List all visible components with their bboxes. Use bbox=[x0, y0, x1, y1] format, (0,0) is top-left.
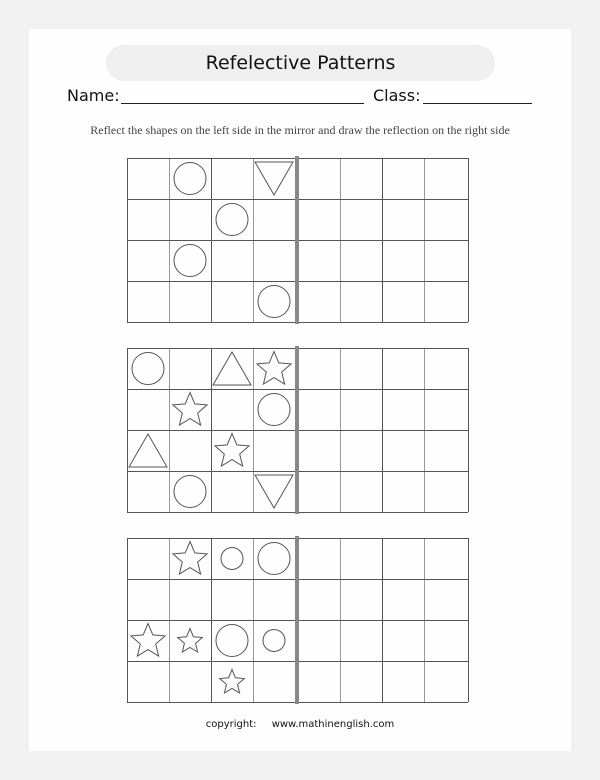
circle-icon bbox=[211, 199, 253, 240]
circle-icon bbox=[127, 348, 169, 389]
reflection-cell[interactable] bbox=[382, 281, 424, 322]
reflection-cell[interactable] bbox=[298, 620, 340, 661]
name-label: Name: bbox=[67, 86, 120, 105]
pattern-cell bbox=[127, 471, 169, 512]
star-icon bbox=[253, 348, 295, 389]
pattern-cell bbox=[127, 579, 169, 620]
star-icon bbox=[211, 430, 253, 471]
triangle-icon bbox=[211, 348, 253, 389]
reflection-cell[interactable] bbox=[424, 199, 468, 240]
reflection-cell[interactable] bbox=[424, 661, 468, 702]
class-label: Class: bbox=[373, 86, 421, 105]
star-icon bbox=[211, 661, 253, 702]
pattern-cell bbox=[253, 579, 298, 620]
mirror-line bbox=[295, 156, 299, 324]
pattern-cell bbox=[253, 199, 298, 240]
reflection-cell[interactable] bbox=[424, 620, 468, 661]
triangle-icon bbox=[253, 471, 295, 512]
circle-icon bbox=[253, 538, 295, 579]
pattern-cell bbox=[169, 348, 211, 389]
reflection-cell[interactable] bbox=[340, 281, 382, 322]
pattern-cell bbox=[211, 240, 253, 281]
reflection-cell[interactable] bbox=[298, 538, 340, 579]
circle-icon bbox=[169, 240, 211, 281]
reflection-cell[interactable] bbox=[340, 471, 382, 512]
pattern-cell bbox=[211, 389, 253, 430]
pattern-cell bbox=[169, 430, 211, 471]
reflection-cell[interactable] bbox=[298, 281, 340, 322]
pattern-cell bbox=[127, 281, 169, 322]
star-icon bbox=[127, 620, 169, 661]
star-icon bbox=[169, 389, 211, 430]
footer bbox=[0, 719, 600, 730]
reflection-cell[interactable] bbox=[424, 158, 468, 199]
pattern-cell bbox=[127, 389, 169, 430]
circle-icon bbox=[169, 158, 211, 199]
circle-icon bbox=[253, 389, 295, 430]
reflection-cell[interactable] bbox=[298, 240, 340, 281]
pattern-cell bbox=[127, 661, 169, 702]
reflection-cell[interactable] bbox=[382, 430, 424, 471]
circle-icon bbox=[253, 281, 295, 322]
reflection-cell[interactable] bbox=[298, 199, 340, 240]
reflection-cell[interactable] bbox=[382, 538, 424, 579]
reflection-cell[interactable] bbox=[298, 579, 340, 620]
reflection-cell[interactable] bbox=[382, 240, 424, 281]
reflection-cell[interactable] bbox=[340, 620, 382, 661]
reflection-cell[interactable] bbox=[424, 348, 468, 389]
mirror-line bbox=[295, 346, 299, 514]
reflection-cell[interactable] bbox=[382, 348, 424, 389]
reflection-cell[interactable] bbox=[340, 661, 382, 702]
reflection-cell[interactable] bbox=[382, 471, 424, 512]
pattern-cell bbox=[253, 240, 298, 281]
triangle-icon bbox=[127, 430, 169, 471]
pattern-cell bbox=[169, 281, 211, 322]
reflection-cell[interactable] bbox=[424, 281, 468, 322]
reflection-cell[interactable] bbox=[298, 158, 340, 199]
reflection-cell[interactable] bbox=[424, 389, 468, 430]
pattern-cell bbox=[169, 579, 211, 620]
pattern-cell bbox=[127, 199, 169, 240]
star-icon bbox=[169, 538, 211, 579]
pattern-cell bbox=[127, 240, 169, 281]
star-icon bbox=[169, 620, 211, 661]
instruction-text: Reflect the shapes on the left side in the mirror and draw the reflection on the right side bbox=[90, 123, 510, 137]
reflection-cell[interactable] bbox=[340, 348, 382, 389]
pattern-cell bbox=[127, 538, 169, 579]
pattern-cell bbox=[253, 430, 298, 471]
reflection-grid-1 bbox=[127, 158, 468, 322]
pattern-cell bbox=[169, 199, 211, 240]
name-blank-line[interactable] bbox=[121, 103, 364, 104]
website-text: www.mathinenglish.com bbox=[271, 719, 395, 730]
circle-icon bbox=[253, 620, 295, 661]
reflection-cell[interactable] bbox=[424, 240, 468, 281]
reflection-cell[interactable] bbox=[298, 348, 340, 389]
reflection-cell[interactable] bbox=[382, 199, 424, 240]
reflection-cell[interactable] bbox=[298, 389, 340, 430]
reflection-grid-3 bbox=[127, 538, 468, 702]
reflection-cell[interactable] bbox=[382, 661, 424, 702]
pattern-cell bbox=[211, 281, 253, 322]
reflection-cell[interactable] bbox=[340, 430, 382, 471]
class-blank-line[interactable] bbox=[423, 103, 532, 104]
pattern-cell bbox=[253, 661, 298, 702]
pattern-cell bbox=[127, 158, 169, 199]
reflection-cell[interactable] bbox=[340, 579, 382, 620]
pattern-cell bbox=[211, 579, 253, 620]
reflection-cell[interactable] bbox=[340, 240, 382, 281]
reflection-cell[interactable] bbox=[340, 158, 382, 199]
reflection-cell[interactable] bbox=[382, 620, 424, 661]
circle-icon bbox=[211, 538, 253, 579]
pattern-cell bbox=[211, 471, 253, 512]
reflection-cell[interactable] bbox=[382, 579, 424, 620]
worksheet-title: Refelective Patterns bbox=[106, 45, 495, 81]
reflection-cell[interactable] bbox=[340, 199, 382, 240]
triangle-icon bbox=[253, 158, 295, 199]
pattern-cell bbox=[169, 661, 211, 702]
reflection-cell[interactable] bbox=[340, 538, 382, 579]
reflection-cell[interactable] bbox=[298, 661, 340, 702]
reflection-cell[interactable] bbox=[298, 430, 340, 471]
reflection-cell[interactable] bbox=[424, 538, 468, 579]
copyright-label: copyright: bbox=[205, 719, 257, 730]
reflection-cell[interactable] bbox=[340, 389, 382, 430]
reflection-cell[interactable] bbox=[298, 471, 340, 512]
pattern-cell bbox=[211, 158, 253, 199]
circle-icon bbox=[169, 471, 211, 512]
mirror-line bbox=[295, 536, 299, 704]
reflection-cell[interactable] bbox=[382, 389, 424, 430]
reflection-cell[interactable] bbox=[424, 430, 468, 471]
reflection-cell[interactable] bbox=[424, 579, 468, 620]
reflection-grid-2 bbox=[127, 348, 468, 512]
reflection-cell[interactable] bbox=[424, 471, 468, 512]
circle-icon bbox=[211, 620, 253, 661]
reflection-cell[interactable] bbox=[382, 158, 424, 199]
